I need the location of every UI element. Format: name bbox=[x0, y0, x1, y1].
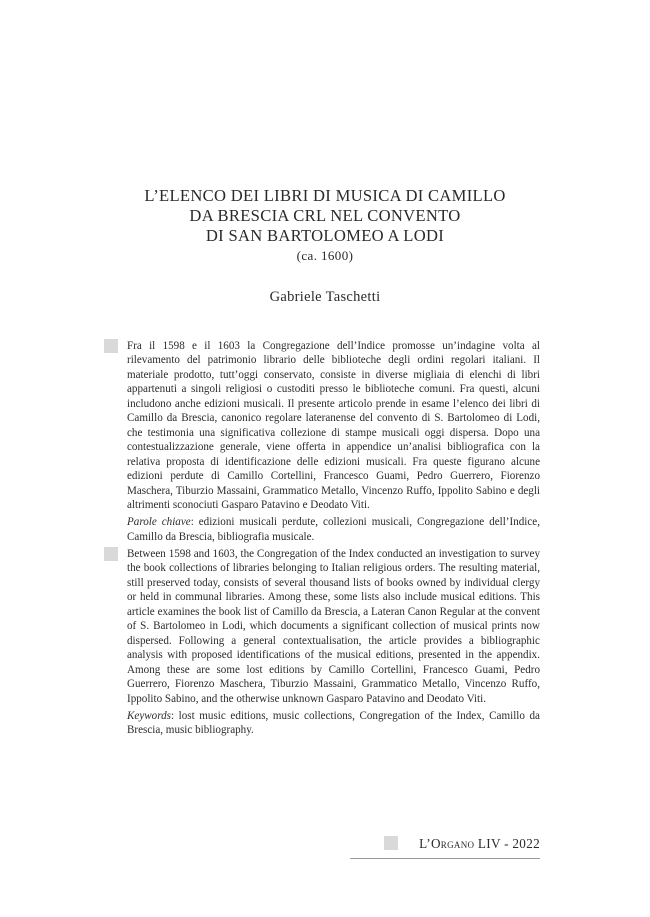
title-line-1: L’ELENCO DEI LIBRI DI MUSICA DI CAMILLO bbox=[144, 186, 506, 205]
title-line-2: DA BRESCIA CRL NEL CONVENTO bbox=[189, 206, 461, 225]
abstract-it-keywords-list: : edizioni musicali perdute, collezioni musicali, Congregazione dell’Indice, Camillo da Brescia, bibliografia musicale. bbox=[127, 516, 540, 543]
abstract-english bbox=[127, 547, 540, 738]
abstract-it-keywords bbox=[127, 515, 540, 544]
title-line-3: DI SAN BARTOLOMEO A LODI bbox=[205, 226, 445, 245]
journal-prefix: L’ bbox=[419, 836, 431, 851]
abstract-en-keywords-label: Keywords bbox=[127, 709, 171, 722]
abstract-en-marker bbox=[104, 547, 118, 561]
abstract-italian bbox=[127, 339, 540, 544]
footer-rule bbox=[350, 858, 540, 859]
abstract-it-marker bbox=[104, 339, 118, 353]
abstract-it-keywords-label: Parole chiave bbox=[127, 516, 191, 529]
abstract-it-text: Fra il 1598 e il 1603 la Congregazione dell’Indice promosse un’indagine volta al rilevamento del patrimonio librario delle biblioteche degli ordini regolari italiani. Il materiale prodotto, tutt’oggi conservato, consiste in diverse migliaia di elenchi di libri appartenuti a singoli religiosi o custoditi presso le biblioteche comuni. Fra questi, alcuni includono anche edizioni musicali. Il presente articolo prende in esame l’elenco dei libri di Camillo da Brescia, canonico regolare lateranense del convento di S. Bartolomeo di Lodi, che testimonia una significativa collezione di stampe musicali oggi dispersa. Dopo una contestualizzazione generale, viene offerta in appendice un’analisi bibliografica con la relativa proposta di identificazione delle edizioni musicali. Fra queste figurano alcune edizioni perdute di Camillo Cortellini, Francesco Guami, Pedro Guerrero, Fiorenzo Maschera, Tiburzio Massaini, Grammatico Metallo, Vincenzo Ruffo, Ippolito Sabino e degli altrimenti sconociuti Gasparo Patavino e Deodato Viti. bbox=[127, 340, 540, 511]
article-subtitle: (ca. 1600) bbox=[296, 248, 354, 263]
footer-marker bbox=[384, 836, 398, 850]
journal-footer bbox=[419, 836, 540, 852]
abstract-en-keywords bbox=[127, 709, 540, 738]
article-title bbox=[110, 186, 540, 265]
abstract-en-text: Between 1598 and 1603, the Congregation of the Index conducted an investigation to survey the book collections of libraries belonging to Italian religious orders. The resulting material, still preserved today, consists of several thousand lists of books owned by individual clergy or held in communal libraries. Among these, some lists also include musical editions. This article examines the book list of Camillo da Brescia, a Lateran Canon Regular at the convent of S. Bartolomeo in Lodi, which documents a significant collection of musical prints now dispersed. Following a general contextualisation, the article provides a bibliographic analysis with proposed identifications of the musical editions, presented in the appendix. Among these are some lost editions by Camillo Cortellini, Francesco Guami, Pedro Guerrero, Fiorenzo Maschera, Tiburzio Massaini, Grammatico Metallo, Vincenzo Ruffo, Ippolito Sabino, and the otherwise unknown Gasparo Patavino and Deodato Viti. bbox=[127, 548, 540, 705]
article-author: Gabriele Taschetti bbox=[269, 289, 381, 305]
journal-name: Organo bbox=[430, 836, 475, 851]
abstract-en-keywords-list: : lost music editions, music collections, Congregation of the Index, Camillo da Brescia, music bibliography. bbox=[127, 709, 540, 737]
journal-issue: LIV - 2022 bbox=[474, 836, 540, 851]
